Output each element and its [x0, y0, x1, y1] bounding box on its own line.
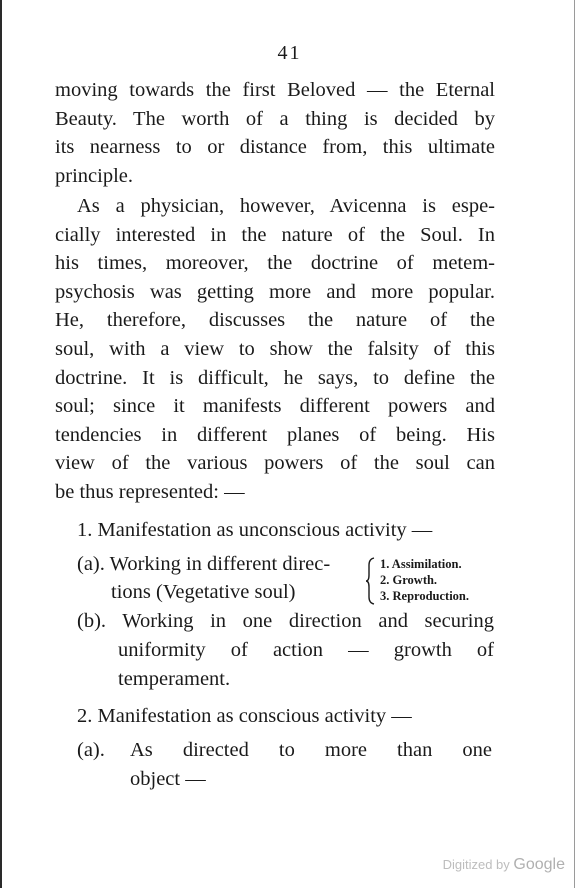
- text-line: psychosis was getting more and more popular.: [55, 280, 495, 303]
- list-item-1a-line-2: tions (Vegetative soul): [111, 581, 296, 603]
- page-number: 41: [277, 42, 302, 64]
- paragraph-1: [55, 76, 495, 190]
- watermark-prefix: Digitized by: [442, 857, 510, 872]
- list-item-1b-line-1: (b). Working in one direction and securing: [77, 610, 494, 632]
- list-item-2a-line-2: object —: [130, 768, 206, 790]
- list-item-1b-line-3: temperament.: [118, 668, 231, 690]
- text-line: soul; since it manifests different powers and: [55, 395, 495, 418]
- list-item-2: 2. Manifestation as conscious activity —: [77, 705, 412, 727]
- vegetative-functions-list: [380, 556, 469, 604]
- sub-list-item: 3. Reproduction.: [380, 589, 470, 603]
- digitized-by-watermark: [443, 856, 565, 874]
- text-line: Beauty. The worth of a thing is decided by: [55, 107, 495, 130]
- text-line: tendencies in different planes of being. His: [55, 423, 495, 446]
- text-line: He, therefore, discusses the nature of the: [55, 309, 495, 332]
- text-line: cially interested in the nature of the Soul. In: [55, 223, 495, 246]
- text-line: moving towards the first Beloved — the Eternal: [55, 79, 495, 101]
- list-item-1a-line-1: (a). Working in different direc-: [77, 553, 331, 575]
- text-line: its nearness to or distance from, this ultimate: [55, 136, 495, 159]
- google-logo: Google: [513, 856, 565, 873]
- list-item-1: 1. Manifestation as unconscious activity —: [77, 519, 433, 541]
- text-line: be thus represented: —: [55, 480, 245, 503]
- text-line: principle.: [55, 164, 133, 187]
- list-item-1b-line-2: uniformity of action — growth of: [118, 639, 494, 661]
- text-line: As a physician, however, Avicenna is espe-: [77, 195, 495, 217]
- text-line: his times, moreover, the doctrine of metem-: [55, 252, 495, 275]
- text-line: view of the various powers of the soul can: [55, 452, 495, 475]
- text-line: doctrine. It is difficult, he says, to define the: [55, 366, 495, 389]
- list-item-2a-line-1: As directed to more than one: [130, 739, 492, 761]
- curly-brace-icon: [366, 557, 376, 605]
- sub-list-item: 1. Assimilation.: [380, 557, 462, 571]
- list-item-2a-label: (a).: [77, 739, 105, 761]
- page-left-edge: [0, 0, 2, 888]
- text-line: soul, with a view to show the falsity of this: [55, 337, 495, 360]
- sub-list-item: 2. Growth.: [380, 573, 438, 587]
- paragraph-2: [55, 192, 495, 507]
